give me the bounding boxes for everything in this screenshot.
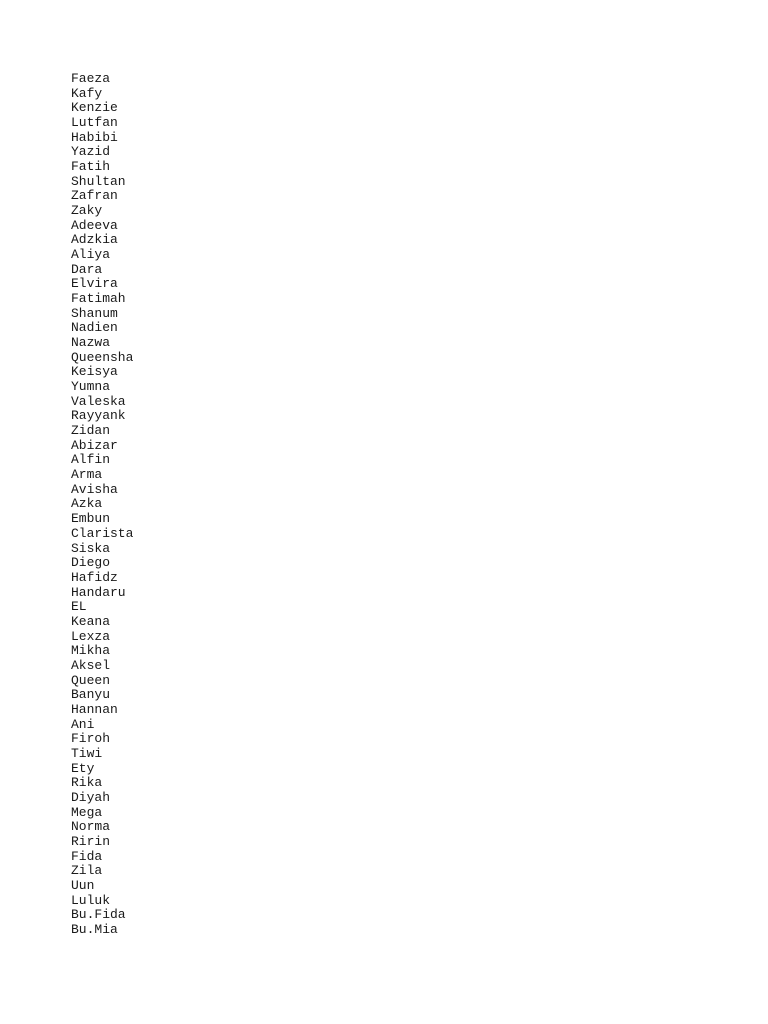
list-item: EL bbox=[71, 599, 87, 615]
list-item: Luluk bbox=[71, 892, 111, 908]
list-item: Zila bbox=[71, 863, 103, 879]
list-item: Bu.Mia bbox=[71, 921, 118, 937]
list-item: Hannan bbox=[71, 701, 118, 717]
list-item: Faeza bbox=[71, 71, 111, 86]
list-item: Nazwa bbox=[71, 335, 111, 351]
list-item: Clarista bbox=[71, 525, 134, 541]
list-item: Banyu bbox=[71, 687, 111, 703]
list-item: Zidan bbox=[71, 423, 111, 439]
list-item: Bu.Fida bbox=[71, 907, 126, 923]
list-item: Hafidz bbox=[71, 569, 118, 585]
list-item: Fida bbox=[71, 848, 103, 864]
list-item: Keisya bbox=[71, 364, 118, 380]
list-item: Nadien bbox=[71, 320, 118, 336]
list-item: Elvira bbox=[71, 276, 118, 292]
list-item: Lutfan bbox=[71, 115, 118, 131]
list-item: Adeeva bbox=[71, 217, 118, 233]
list-item: Ririn bbox=[71, 833, 111, 849]
list-item: Embun bbox=[71, 511, 111, 527]
list-item: Zafran bbox=[71, 188, 118, 204]
list-item: Mikha bbox=[71, 643, 111, 659]
list-item: Kafy bbox=[71, 85, 103, 101]
list-item: Lexza bbox=[71, 628, 111, 644]
list-item: Siska bbox=[71, 540, 111, 556]
list-item: Fatimah bbox=[71, 291, 126, 307]
list-item: Queen bbox=[71, 672, 111, 688]
list-item: Rayyank bbox=[71, 408, 126, 424]
list-item: Azka bbox=[71, 496, 103, 512]
list-item: Yumna bbox=[71, 379, 111, 395]
list-item: Dara bbox=[71, 261, 103, 277]
list-item: Queensha bbox=[71, 349, 134, 365]
list-item: Yazid bbox=[71, 144, 111, 160]
list-item: Keana bbox=[71, 613, 111, 629]
list-item: Diyah bbox=[71, 789, 111, 805]
list-item: Firoh bbox=[71, 731, 111, 747]
list-item: Valeska bbox=[71, 393, 126, 409]
list-item: Aksel bbox=[71, 657, 111, 673]
list-item: Fatih bbox=[71, 159, 111, 175]
list-item: Habibi bbox=[71, 129, 118, 145]
list-item: Arma bbox=[71, 467, 103, 483]
list-item: Zaky bbox=[71, 203, 103, 219]
list-item: Avisha bbox=[71, 481, 118, 497]
list-item: Diego bbox=[71, 555, 111, 571]
list-item: Norma bbox=[71, 819, 111, 835]
list-item: Rika bbox=[71, 775, 103, 791]
list-item: Uun bbox=[71, 877, 95, 893]
list-item: Ani bbox=[71, 716, 95, 732]
list-item: Aliya bbox=[71, 247, 111, 263]
list-item: Handaru bbox=[71, 584, 126, 600]
list-item: Shanum bbox=[71, 305, 118, 321]
list-item: Mega bbox=[71, 804, 103, 820]
list-item: Adzkia bbox=[71, 232, 118, 248]
name-list bbox=[71, 72, 133, 938]
list-item: Tiwi bbox=[71, 745, 103, 761]
list-item: Kenzie bbox=[71, 100, 118, 116]
list-item: Shultan bbox=[71, 173, 126, 189]
list-item: Ety bbox=[71, 760, 95, 776]
list-item: Abizar bbox=[71, 437, 118, 453]
list-item: Alfin bbox=[71, 452, 111, 468]
